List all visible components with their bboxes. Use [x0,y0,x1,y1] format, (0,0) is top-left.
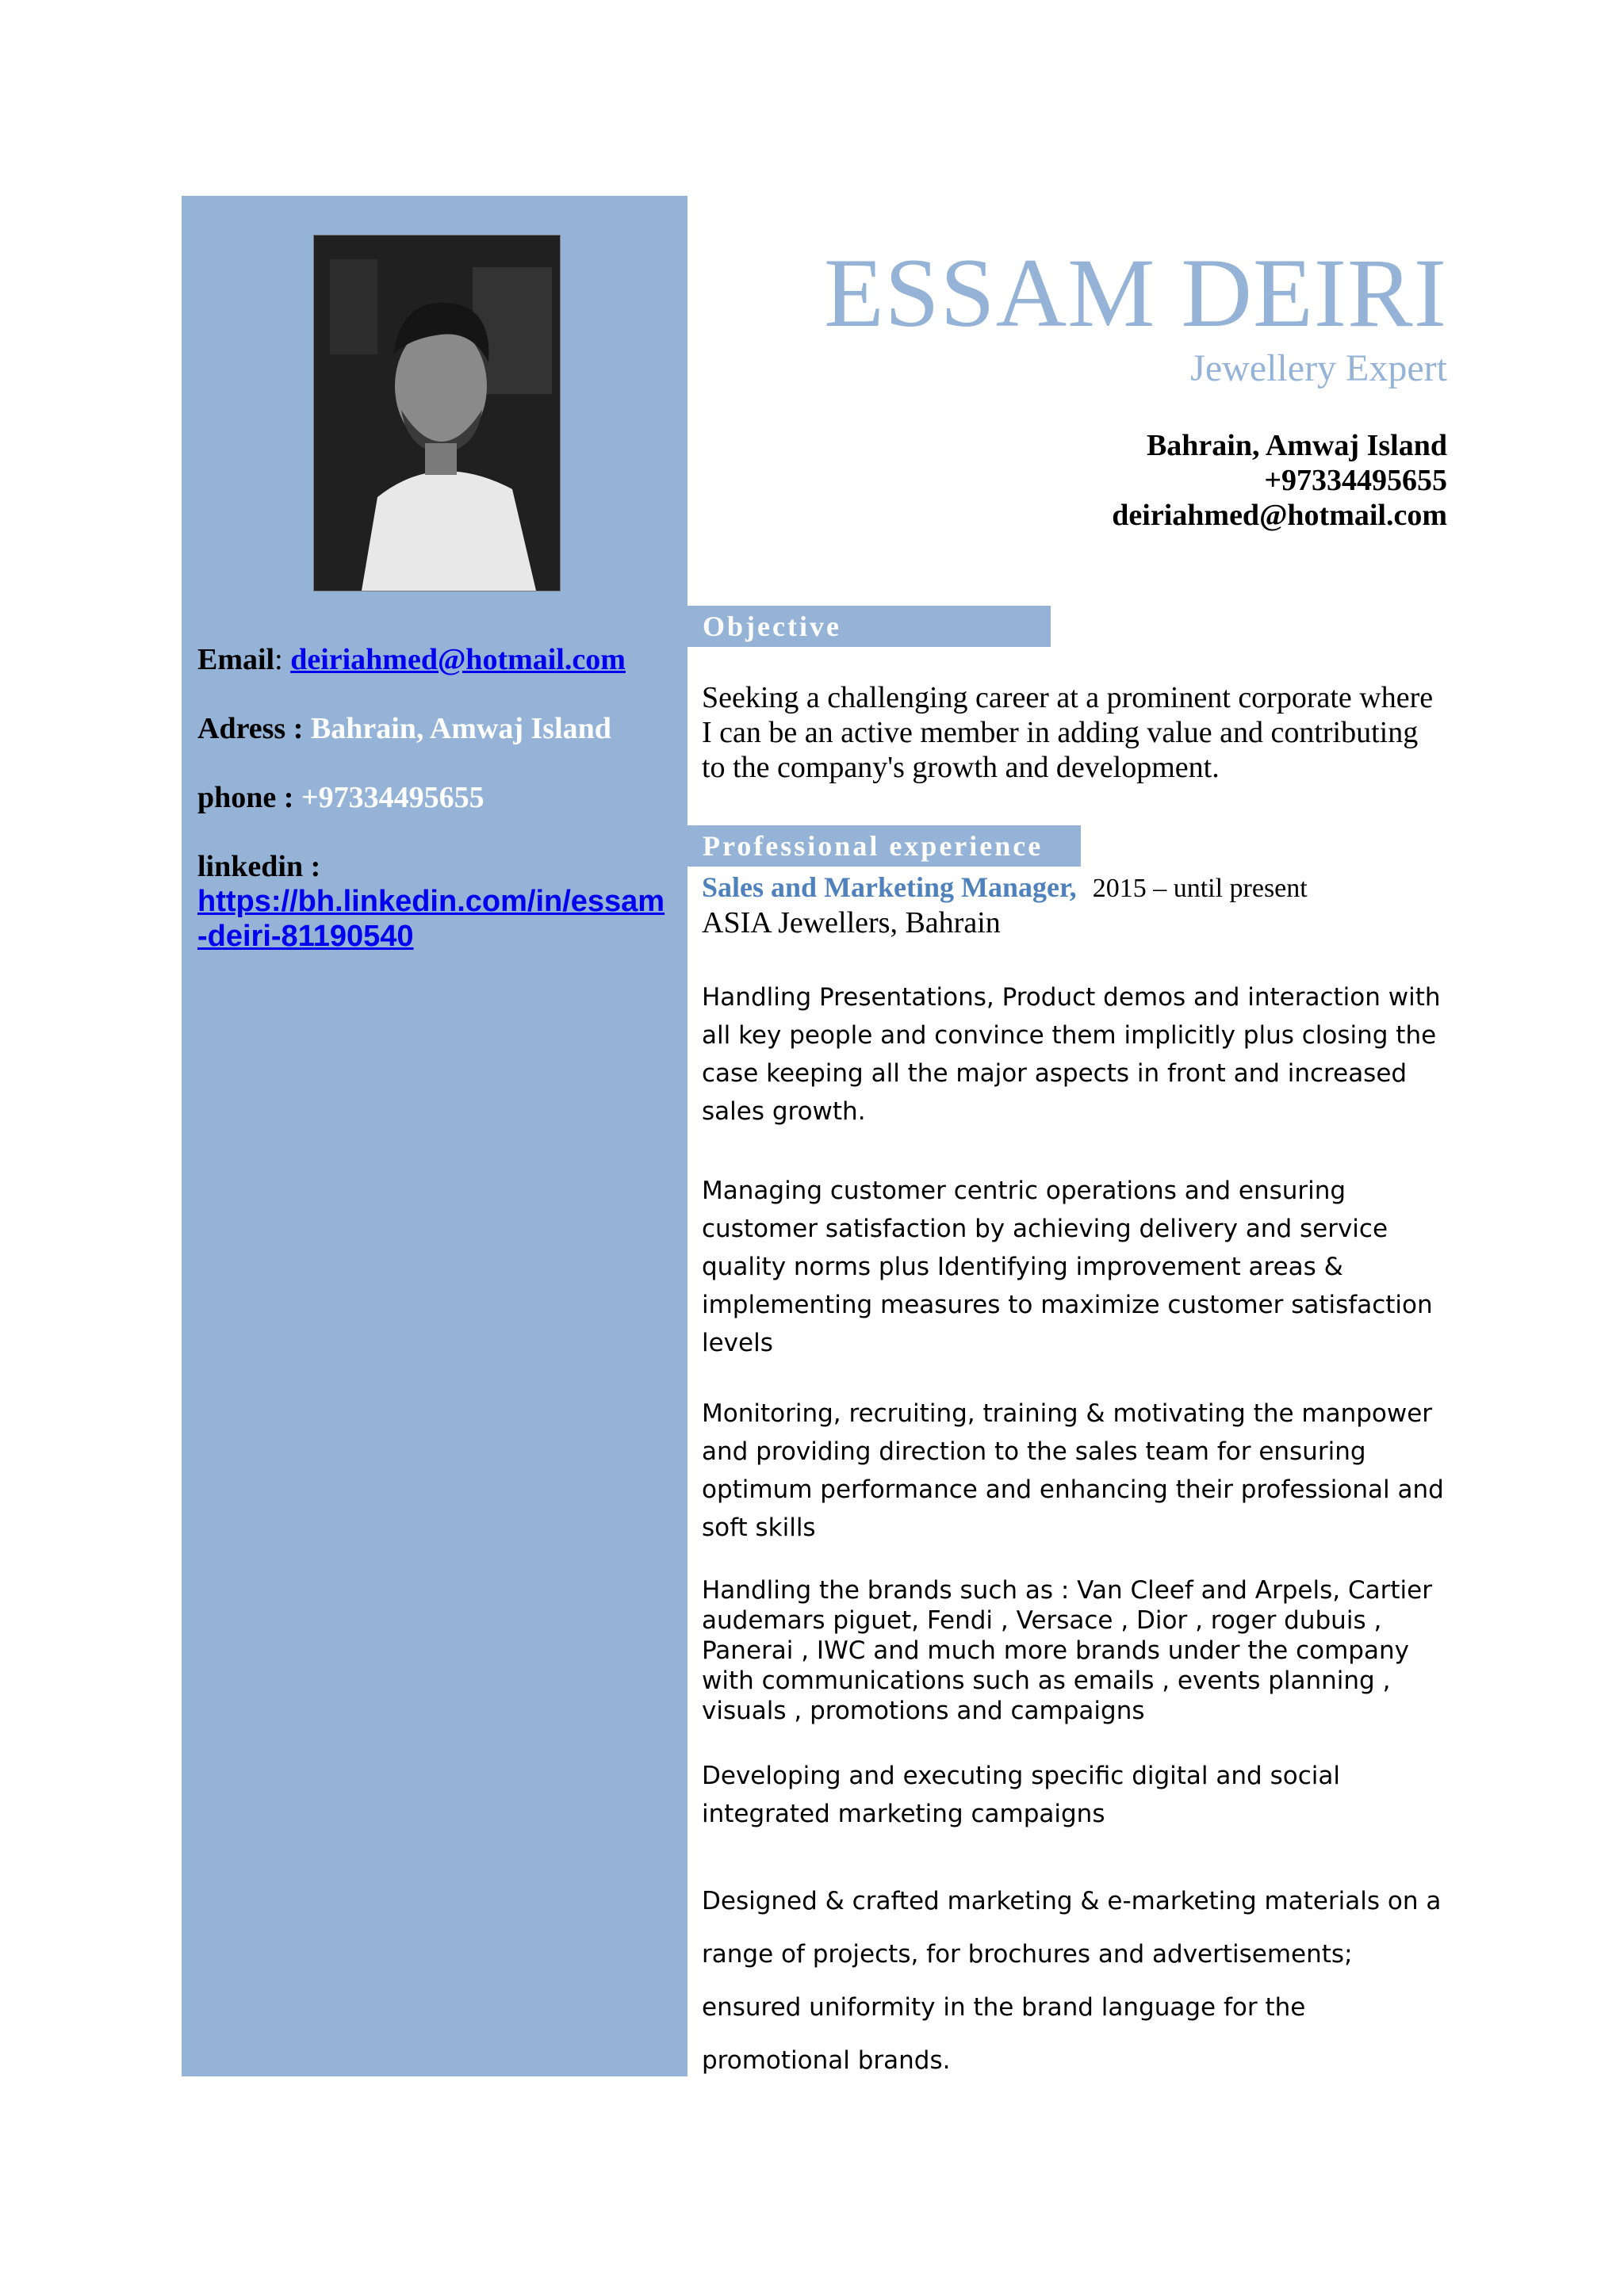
experience-heading: Professional experience [688,825,1081,867]
header-location: Bahrain, Amwaj Island [1146,429,1447,462]
objective-text: Seeking a challenging career at a prominent corporate where I can be an active member in adding value and contributing to the company's growth and development. [702,681,1434,784]
experience-item: Designed & crafted marketing & e-marketing materials on a range of projects, for brochures and advertisements; ensured uniformity in the brand language for the promotional brands. [702,1887,1442,2075]
header-email: deiriahmed@hotmail.com [1112,499,1447,532]
experience-item: Monitoring, recruiting, training & motivating the manpower and providing direction to the sales team for ensuring optimum performance and enhancing their professional and soft skills [702,1399,1444,1542]
phone-value: +97334495655 [301,781,485,814]
header-phone: +97334495655 [1264,464,1447,497]
address-label: Adress : [197,712,311,745]
job-header [702,871,1308,904]
experience-item: Managing customer centric operations and ensuring customer satisfaction by achieving delivery and service quality norms plus Identifying improvement areas & implementing measures to maximize customer satisfaction levels [702,1177,1433,1357]
sidebar [182,196,688,2076]
email-label: Email [197,643,275,676]
linkedin-link[interactable]: https://bh.linkedin.com/in/essam-deiri-81190540 [197,885,665,953]
phone-label: phone : [197,781,301,814]
experience-item: Handling Presentations, Product demos and interaction with all key people and convince them implicitly plus closing the case keeping all the major aspects in front and increased sales growth. [702,983,1441,1126]
candidate-name: ESSAM DEIRI [823,239,1447,347]
experience-item: Handling the brands such as : Van Cleef and Arpels, Cartier audemars piguet, Fendi , Versace , Dior , roger dubuis , Panerai , IWC and much more brands under the company with communications such as emails , events planning , visuals , promotions and campaigns [702,1576,1432,1725]
job-title: Sales and Marketing Manager, [702,871,1077,903]
email-link[interactable]: deiriahmed@hotmail.com [290,643,626,676]
sidebar-phone [197,780,673,815]
experience-item: Developing and executing specific digital and social integrated marketing campaigns [702,1762,1340,1828]
address-value: Bahrain, Amwaj Island [310,712,611,745]
sidebar-email [197,642,673,677]
linkedin-label: linkedin : [197,850,321,883]
profile-photo [313,235,561,591]
email-separator: : [274,643,291,676]
sidebar-linkedin [197,849,673,954]
sidebar-address [197,711,673,746]
job-dates: 2015 – until present [1092,874,1308,903]
portrait-photo-icon [314,235,560,591]
objective-heading: Objective [688,606,1051,647]
job-company: ASIA Jewellers, Bahrain [702,906,1001,939]
candidate-role: Jewellery Expert [1190,347,1447,389]
header-contact [1112,428,1447,533]
